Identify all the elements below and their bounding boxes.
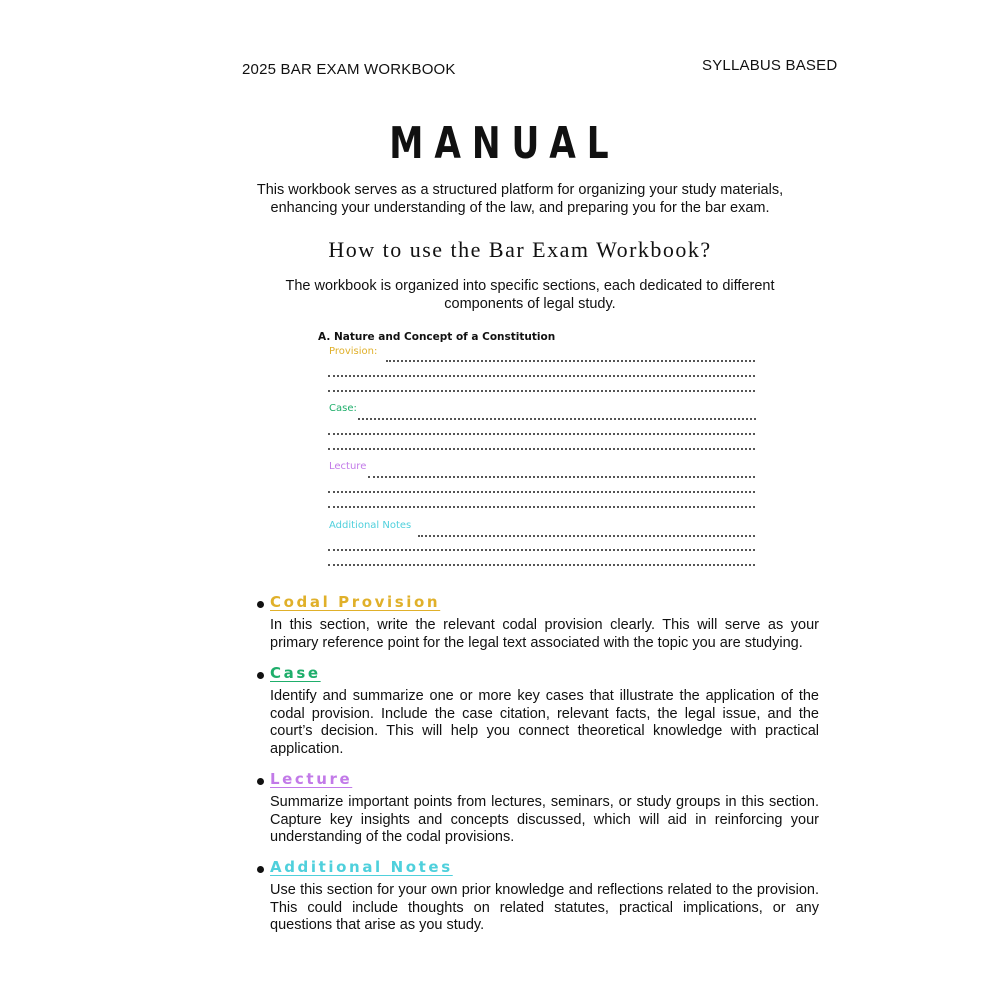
writing-line (386, 360, 755, 362)
sample-worksheet-title: A. Nature and Concept of a Constitution (318, 331, 556, 343)
writing-line (328, 564, 755, 566)
page-title: MANUAL (389, 118, 620, 169)
section-heading-lecture: Lecture (270, 770, 353, 788)
writing-line (328, 375, 755, 377)
header-syllabus-label: SYLLABUS BASED (702, 57, 838, 74)
sample-label-lecture: Lecture (329, 461, 367, 472)
sample-label-provision: Provision: (329, 346, 378, 357)
writing-line (368, 476, 755, 478)
section-additional-notes (255, 858, 820, 943)
bullet-icon (257, 866, 264, 873)
writing-line (358, 418, 756, 420)
sample-worksheet (318, 331, 758, 571)
sample-label-case: Case: (329, 403, 357, 414)
section-body-case: Identify and summarize one or more key cases that illustrate the application of the codal provision. Include the case citation, relevant facts, the legal issue, and the court’s decision. This will help you connect theoretical knowledge with practical application. (270, 688, 819, 757)
section-case (255, 664, 820, 764)
section-heading-case: Case (270, 664, 321, 682)
writing-line (328, 448, 755, 450)
writing-line (328, 390, 755, 392)
section-body-codal-provision: In this section, write the relevant codal provision clearly. This will serve as your primary reference point for the legal text associated with the topic you are studying. (270, 617, 819, 651)
writing-line (328, 506, 755, 508)
section-codal-provision (255, 593, 820, 663)
bullet-icon (257, 778, 264, 785)
header-workbook-title: 2025 BAR EXAM WORKBOOK (242, 61, 456, 78)
section-body-lecture: Summarize important points from lectures, seminars, or study groups in this section. Capture key insights and concepts discussed, which will aid in reinforcing your understanding of the codal provisions. (270, 794, 819, 845)
section-lecture (255, 770, 820, 855)
section-subtitle: How to use the Bar Exam Workbook? (328, 237, 712, 262)
writing-line (418, 535, 755, 537)
writing-line (328, 433, 755, 435)
section-heading-additional-notes: Additional Notes (270, 858, 453, 876)
section-heading-codal-provision: Codal Provision (270, 593, 441, 611)
writing-line (328, 491, 755, 493)
writing-line (328, 549, 755, 551)
bullet-icon (257, 672, 264, 679)
bullet-icon (257, 601, 264, 608)
subintro-paragraph: The workbook is organized into specific sections, each dedicated to different components of legal study. (285, 278, 775, 312)
intro-paragraph: This workbook serves as a structured platform for organizing your study materials, enhancing your understanding of the law, and preparing you for the bar exam. (256, 182, 784, 216)
section-body-additional-notes: Use this section for your own prior knowledge and reflections related to the provision. This could include thoughts on related statutes, practical implications, or any questions that arise as you study. (270, 882, 819, 933)
sample-label-additional-notes: Additional Notes (329, 520, 412, 531)
